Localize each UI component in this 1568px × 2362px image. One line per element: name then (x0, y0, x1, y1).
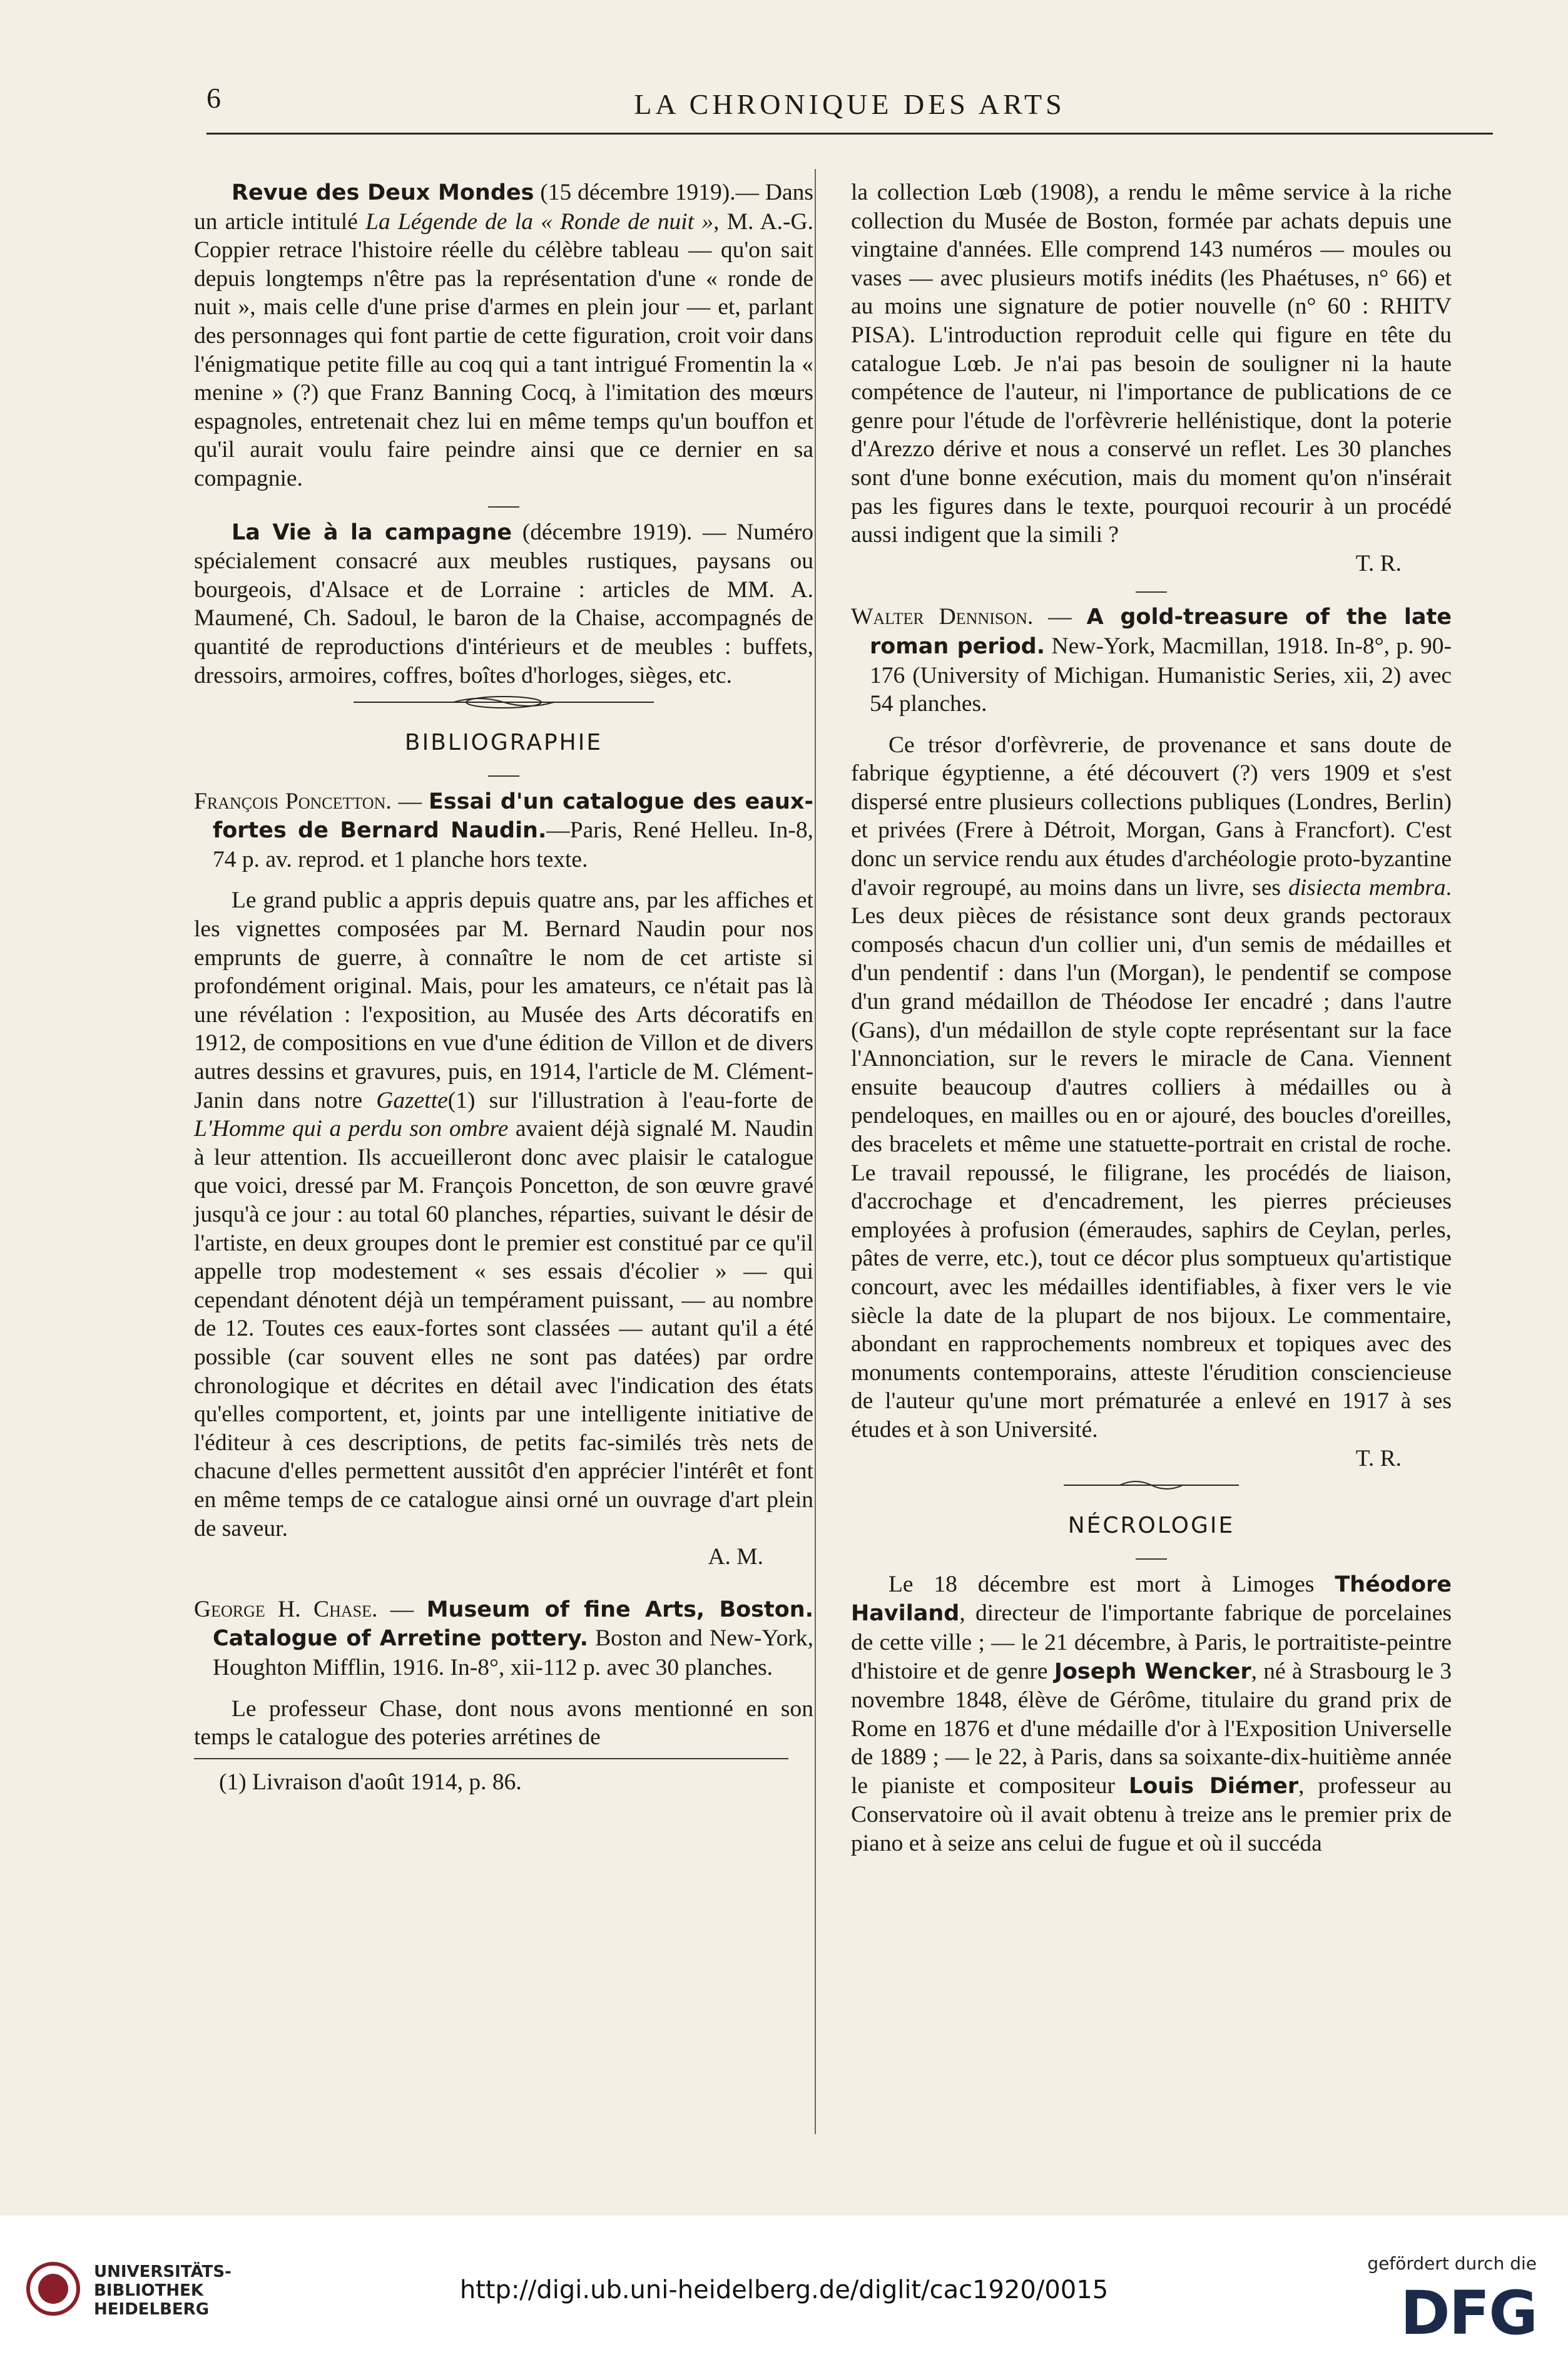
review-text: avaient déjà signalé M. Naudin à leur attention. Ils accueilleront donc avec plaisir le catalogue que voici, dressé par M. François Poncetton, de son œuvre gravé jusqu'à ce jour : au total 60 planches, réparties, suivant le désir de l'artiste, en deux groupes dont le premier est constitué par ce qu'il appelle trop modestement « ses essais d'écolier » — qui cependant dénotent déjà un tempérament puissant, — au nombre de 12. Toutes ces eaux-fortes sont classées — autant qu'il a été possible (car souvent elles ne sont pas datées) par ordre chronologique et décrites en détail avec l'indication des états qu'elles comportent, et, joints par une intelligente initiative de l'éditeur à ces descriptions, de petits fac-similés très nets de chacune d'elles permettent aussitôt d'en apprécier l'intérêt et font en même temps de ce catalogue ainsi orné un ouvrage d'art plein de saveur. (194, 1116, 813, 1541)
revue-article-title: La Légende de la « Ronde de nuit » (365, 208, 714, 235)
separator-dash (851, 1545, 1452, 1570)
necrologie-heading: NÉCROLOGIE (1067, 1513, 1235, 1539)
chase-author: George H. Chase. (194, 1596, 378, 1622)
dfg-logo: DFG (1400, 2278, 1537, 2348)
vie-campagne-text: (décembre 1919). — Numéro spécialement consacré aux meubles rustiques, paysans ou bourgeois, d'Alsace et de Lorraine : articles de MM. A. Maumené, Ch. Sadoul, le baron de la Chaise, accompagnés de quantité de reproductions d'intérieurs et de meubles : buffets, dressoirs, armoires, coffres, boîtes d'horloges, sièges, etc. (194, 519, 813, 688)
book-title: L'Homme qui a perdu son ombre (194, 1116, 509, 1142)
dennison-pub: New-York, Macmillan, 1918. In-8°, p. 90-176 (University of Michigan. Humanistic Series, xii, 2) avec 54 planches. (870, 633, 1452, 717)
signature: A. M. (708, 1544, 763, 1570)
separator-dash (194, 493, 813, 518)
dennison-author: Walter Dennison. (851, 604, 1034, 630)
dennison-review (851, 731, 1452, 1444)
review-text: Ce trésor d'orfèvrerie, de provenance et sans doute de fabrique égyptienne, a été découvert (?) vers 1909 et s'est dispersé entre plusieurs collections publiques (Londres, Berlin) et privées (Frere à Détroit, Morgan, Gans à Francfort). C'est donc un service rendu aux études d'archéologie proto-byzantine d'avoir regroupé, au moins dans un livre, ses (851, 732, 1452, 901)
chase-entry-head (194, 1595, 813, 1682)
gazette-title: Gazette (376, 1087, 448, 1113)
dennison-title: A gold-treasure of the late roman period. (870, 605, 1452, 659)
review-text: Le grand public a appris depuis quatre ans, par les affiches et les vignettes composées par M. Bernard Naudin pour nos emprunts de guerre, à connaître le nom de cet artiste si profondément original. Mais, pour les amateurs, ce n'était pas là une révélation : l'exposition, au Musée des Arts décoratifs en 1912, de compositions en vue d'une édition de Villon et de divers autres dessins et gravures, puis, en 1914, l'article de M. Clément-Janin dans notre (194, 887, 813, 1113)
header-rule (206, 133, 1493, 135)
necrologie-text (851, 1570, 1452, 1858)
footnote: (1) Livraison d'août 1914, p. 86. (219, 1769, 522, 1795)
page-number: 6 (206, 82, 221, 114)
uni-line: BIBLIOTHEK (94, 2281, 204, 2300)
ornament-divider (851, 1473, 1452, 1505)
right-column (851, 178, 1452, 1858)
uni-line: UNIVERSITÄTS- (94, 2262, 232, 2281)
poncetton-review (194, 886, 813, 1543)
name-wencker: Joseph Wencker (1054, 1659, 1251, 1684)
signature: T. R. (1355, 1445, 1402, 1471)
name-diemer: Louis Diémer (1128, 1773, 1299, 1799)
chase-review: Le professeur Chase, dont nous avons mentionné en son temps le catalogue des poteries arrétines de (194, 1695, 813, 1751)
separator-dash (851, 578, 1452, 603)
review-text: . Les deux pièces de résistance sont deux grands pectoraux composés chacun d'un collier uni, d'un semis de médailles et d'un pendentif : dans l'un (Morgan), le pendentif se compose d'un grand médaillon de Théodose Ier encadré ; dans l'autre (Gans), d'un médaillon de style copte représentant sur la face l'Annonciation, sur le revers le miracle de Cana. Viennent ensuite beaucoup d'autres colliers à médailles ou à pendeloques, en mailles ou en or ajouré, des boucles d'oreilles, des bracelets et même une statuette-portrait en cristal de roche. Le travail repoussé, le filigrane, les procédés de liaison, d'accrochage et d'encadrement, les pierres précieuses employées à profusion (émeraudes, saphirs de Ceylan, perles, pâtes de verre, etc.), tout ce décor plus somptueux qu'artistique concourt, avec les médailles identifiables, à fixer vers le vie siècle la date de la plupart de nos bijoux. Le commentaire, abondant en rapprochements nombreux et topiques avec des monuments contemporains, atteste l'érudition consciencieuse de l'auteur qu'une mort prématurée a enlevé en 1917 à ses études et à son Université. (851, 874, 1452, 1443)
bibliographie-heading: BIBLIOGRAPHIE (404, 730, 603, 756)
separator-dash (194, 762, 813, 787)
necro-text: Le 18 décembre est mort à Limoges (888, 1571, 1335, 1597)
chase-pub: Boston and New-York, Houghton Mifflin, 1916. In-8°, xii-112 p. avec 30 planches. (213, 1625, 814, 1680)
poncetton-author: François Poncetton. (194, 788, 392, 814)
dash: — (1033, 604, 1087, 630)
chase-review-continued: la collection Lœb (1908), a rendu le même service à la riche collection du Musée de Boston, formée par achats depuis une vingtaine d'années. Elle comprend 143 numéros — moules ou vases — avec plusieurs motifs inédits (les Phaétuses, n° 66) et au moins une signature de potier nouvelle (n° 60 : RHITV PISA). L'introduction reproduit celle qui figure en tête du catalogue Lœb. Je n'ai pas besoin de souligner ni la haute compétence de l'auteur, ni l'importance de publications de ce genre pour l'étude de l'orfèvrerie hellénistique, dont la poterie d'Arezzo dérive et nous a conservé un reflet. Les 30 planches sont d'une bonne exécution, mais du moment qu'on n'insérait pas les figures dans le texte, pourquoi recourir à un procédé aussi indigent que la simili ? (851, 180, 1452, 548)
signature: T. R. (1355, 550, 1402, 576)
funding-label: gefördert durch die (1367, 2253, 1537, 2274)
ornament-divider (194, 690, 813, 722)
vie-campagne-title: La Vie à la campagne (232, 519, 512, 545)
left-column (194, 178, 813, 1796)
revue-deux-mondes-entry (194, 178, 813, 493)
dash: — (391, 788, 429, 814)
page-header (206, 81, 1493, 131)
revue-text-1: — Dans un article intitulé (194, 180, 813, 235)
review-text: (1) sur l'illustration à l'eau-forte de (447, 1087, 814, 1113)
poncetton-entry-head (194, 787, 813, 874)
necro-text: , directeur de l'importante fabrique de porcelaines de cette ville ; — le 21 décembre, à Paris, le portraitiste-peintre d'histoire et de genre (851, 1600, 1452, 1684)
necro-text: , professeur au Conservatoire où il avait obtenu à treize ans le premier prix de piano et à seize ans celui de fugue et où il succéda (851, 1772, 1452, 1857)
name-haviland: Théodore Haviland (851, 1572, 1452, 1627)
revue-title: Revue des Deux Mondes (232, 180, 534, 205)
uni-line: HEIDELBERG (94, 2300, 210, 2319)
permalink[interactable]: http://digi.ub.uni-heidelberg.de/diglit/cac1920/0015 (459, 2276, 1109, 2304)
necro-text: , né à Strasbourg le 3 novembre 1848, élève de Gérôme, titulaire du grand prix de Rome en 1876 et d'une médaille d'or à l'Exposition Universelle de 1889 ; — le 22, à Paris, dans sa soixante-dix-huitième année le pianiste et compositeur (851, 1658, 1452, 1799)
poncetton-title: Essai d'un catalogue des eaux-fortes de Bernard Naudin. (213, 789, 814, 844)
journal-title: LA CHRONIQUE DES ARTS (634, 88, 1066, 120)
poncetton-pub: —Paris, René Helleu. In-8, 74 p. av. reprod. et 1 planche hors texte. (213, 817, 813, 872)
vie-campagne-entry (194, 518, 813, 690)
latin-phrase: disiecta membra (1288, 874, 1446, 901)
dennison-entry-head (851, 603, 1452, 718)
footnote-rule (194, 1758, 788, 1759)
column-divider (815, 169, 816, 2134)
dash: — (377, 1596, 427, 1622)
revue-text-2: , M. A.-G. Coppier retrace l'histoire réelle du célèbre tableau — qu'on sait depuis longtemps n'être pas la représentation d'une « ronde de nuit », mais celle d'une prise d'armes en plein jour — et, parlant des personnages qui font partie de cette figuration, croit voir dans l'énigmatique petite fille au coq qui a tant intrigué Fromentin la « menine » (?) que Franz Banning Cocq, à l'imitation des mœurs espagnoles, entretenait chez lui en même temps qu'un bouffon et qu'il aurait voulu faire peindre ainsi que ce dernier en sa compagnie. (194, 208, 813, 491)
revue-date: (15 décembre 1919). (534, 180, 736, 205)
chase-title: Museum of fine Arts, Boston. Catalogue of Arretine pottery. (213, 1597, 813, 1652)
